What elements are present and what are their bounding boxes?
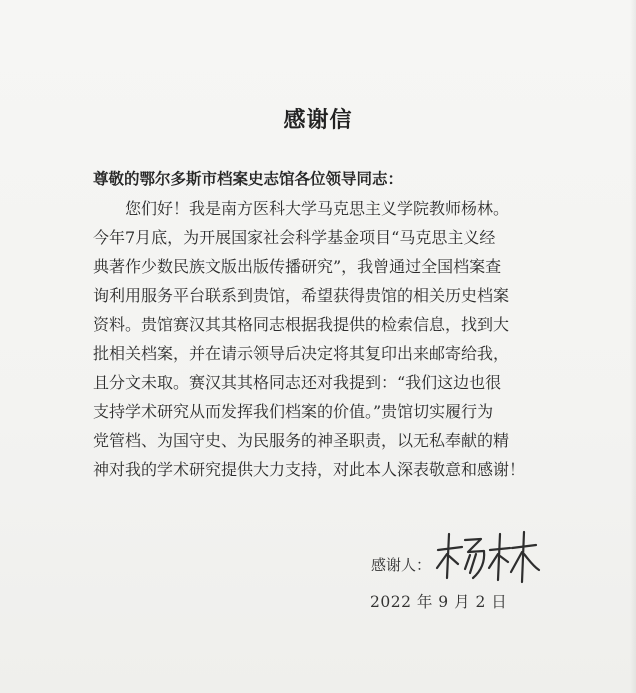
body-line: 且分文未取。赛汉其其格同志还对我提到：“我们这边也很 bbox=[93, 373, 502, 392]
letter-title: 感谢信 bbox=[283, 108, 353, 133]
handwritten-signature bbox=[432, 528, 542, 586]
body-line: 资料。贵馆赛汉其其格同志根据我提供的检索信息，找到大 bbox=[93, 315, 510, 334]
page-edge-shadow bbox=[630, 0, 636, 693]
body-line: 神对我的学术研究提供大力支持，对此本人深表敬意和感谢！ bbox=[93, 460, 526, 479]
salutation: 尊敬的鄂尔多斯市档案史志馆各位领导同志： bbox=[93, 170, 404, 188]
body-line: 支持学术研究从而发挥我们档案的价值。”贵馆切实履行为 bbox=[93, 402, 494, 421]
body-line: 批相关档案，并在请示领导后决定将其复印出来邮寄给我， bbox=[93, 344, 510, 363]
body-line: 您们好！我是南方医科大学马克思主义学院教师杨林。 bbox=[93, 199, 510, 218]
body-line: 询利用服务平台联系到贵馆，希望获得贵馆的相关历史档案 bbox=[93, 286, 510, 305]
signature-label: 感谢人： bbox=[371, 556, 432, 574]
letter-date: 2022 年 9 月 2 日 bbox=[370, 593, 508, 611]
body-line: 典著作少数民族文版出版传播研究”，我曾通过全国档案查 bbox=[93, 257, 502, 276]
body-line: 今年7月底，为开展国家社会科学基金项目“马克思主义经 bbox=[93, 228, 496, 247]
body-line: 党管档、为国守史、为民服务的神圣职责，以无私奉献的精 bbox=[93, 431, 510, 450]
